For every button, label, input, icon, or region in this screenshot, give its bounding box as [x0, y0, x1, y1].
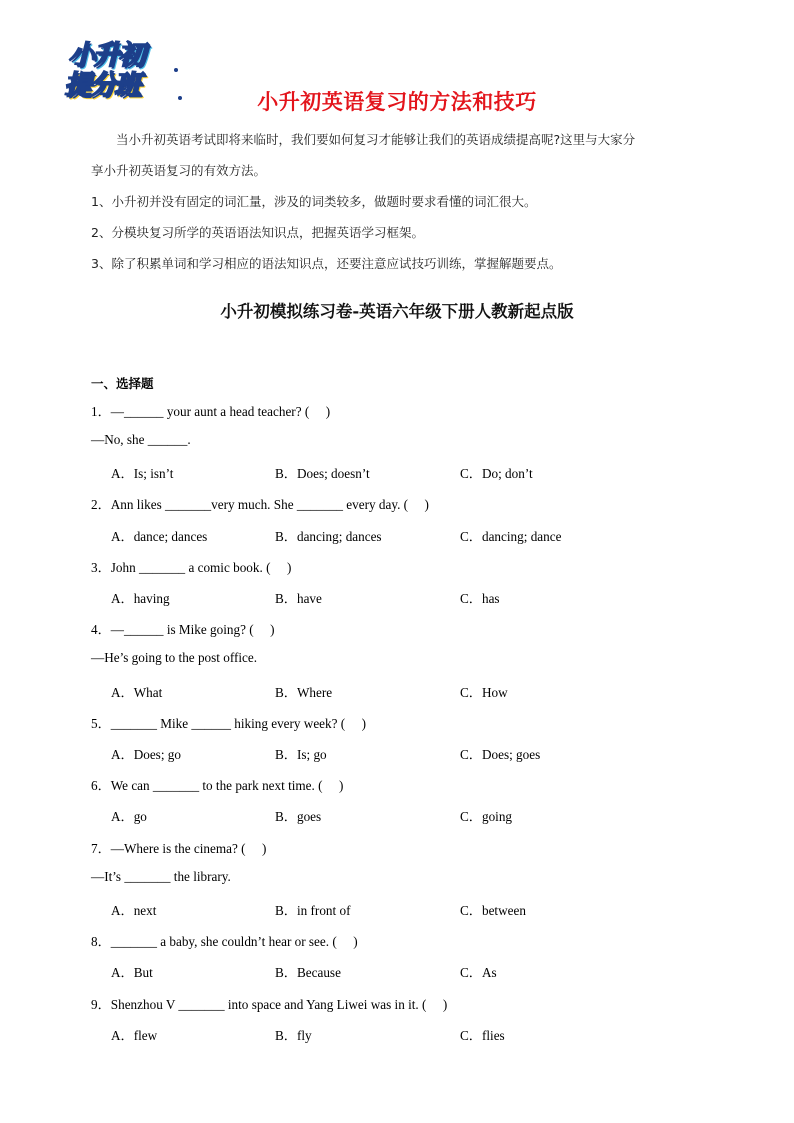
logo-line-1: 小升初 — [68, 40, 143, 71]
option-a: A．dance; dances — [111, 529, 208, 544]
option-b: B．Because — [275, 965, 341, 980]
option-b: B．in front of — [275, 903, 351, 918]
exam-title: 小升初模拟练习卷-英语六年级下册人教新起点版 — [220, 302, 574, 321]
intro-section — [91, 124, 711, 279]
option-c: C．flies — [460, 1028, 505, 1043]
question-stem: 9．Shenzhou V _______ into space and Yang Liwei was in it. ( ) — [91, 997, 448, 1012]
intro-point: 1、小升初并没有固定的词汇量，涉及的词类较多，做题时要求看懂的词汇很大。 — [91, 194, 537, 209]
option-c: C．between — [460, 903, 526, 918]
option-b: B．goes — [275, 809, 322, 824]
option-b: B．fly — [275, 1028, 312, 1043]
option-a: A．What — [111, 685, 163, 700]
option-a: A．Does; go — [111, 747, 181, 762]
question-stem: 4．—______ is Mike going? ( ) — [91, 622, 275, 637]
question-stem: 7．—Where is the cinema? ( ) — [91, 841, 267, 856]
option-c: C．How — [460, 685, 508, 700]
option-b: B．Where — [275, 685, 333, 700]
option-a: A．Is; isn’t — [111, 466, 174, 481]
question-stem: 3．John _______ a comic book. ( ) — [91, 560, 292, 575]
option-a: A．next — [111, 903, 157, 918]
intro-paragraph: 当小升初英语考试即将来临时，我们要如何复习才能够让我们的英语成绩提高呢?这里与大家分 — [116, 132, 636, 147]
option-c: C．As — [460, 965, 497, 980]
option-b: B．have — [275, 591, 322, 606]
page-title: 小升初英语复习的方法和技巧 — [257, 90, 537, 114]
question-stem: 1．—______ your aunt a head teacher? ( ) — [91, 404, 331, 419]
option-a: A．go — [111, 809, 147, 824]
option-b: B．Does; doesn’t — [275, 466, 370, 481]
question-stem: 8．_______ a baby, she couldn’t hear or see. ( ) — [91, 934, 358, 949]
option-b: B．Is; go — [275, 747, 327, 762]
question-dialogue-line: —He’s going to the post office. — [91, 650, 258, 665]
option-c: C．Do; don’t — [460, 466, 533, 481]
intro-point: 2、分模块复习所学的英语语法知识点，把握英语学习框架。 — [91, 225, 424, 240]
question-stem: 5．_______ Mike ______ hiking every week? ( ) — [91, 716, 367, 731]
option-c: C．going — [460, 809, 513, 824]
option-c: C．dancing; dance — [460, 529, 562, 544]
option-a: A．flew — [111, 1028, 158, 1043]
option-a: A．But — [111, 965, 153, 980]
question-dialogue-line: —It’s _______ the library. — [91, 869, 231, 884]
section-heading: 一、选择题 — [91, 376, 154, 391]
option-a: A．having — [111, 591, 170, 606]
question-stem: 6．We can _______ to the park next time. ( ) — [91, 778, 344, 793]
logo-sparkle — [174, 68, 178, 72]
option-b: B．dancing; dances — [275, 529, 382, 544]
intro-paragraph: 享小升初英语复习的有效方法。 — [91, 163, 267, 178]
question-dialogue-line: —No, she ______. — [91, 432, 191, 447]
question-stem: 2．Ann likes _______very much. She _______ every day. ( ) — [91, 497, 429, 512]
intro-point: 3、除了积累单词和学习相应的语法知识点，还要注意应试技巧训练，掌握解题要点。 — [91, 256, 562, 271]
option-c: C．has — [460, 591, 500, 606]
option-c: C．Does; goes — [460, 747, 541, 762]
logo-line-2: 提分班 — [64, 70, 139, 101]
